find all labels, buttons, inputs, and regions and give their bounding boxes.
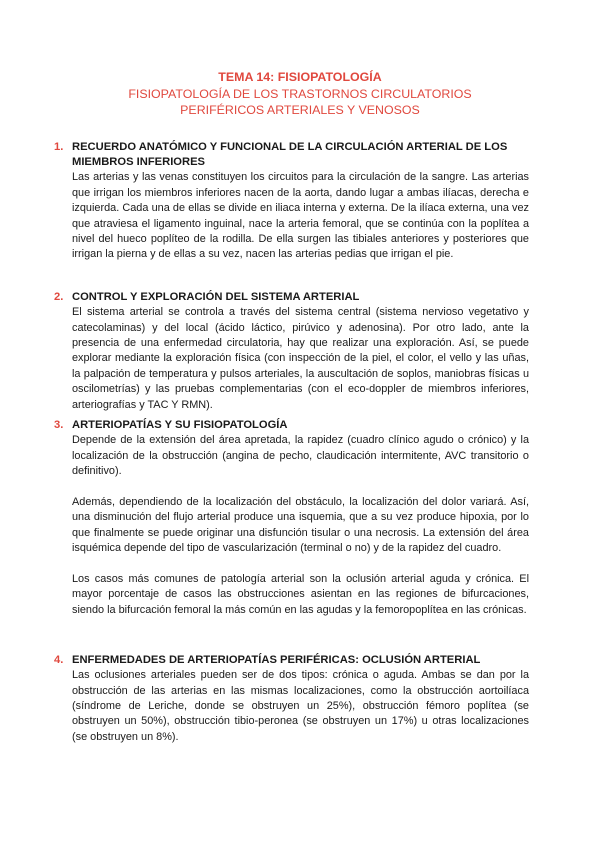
section-paragraph: Las arterias y las venas constituyen los circuitos para la circulación de la sangre. Las arterias que irrigan los miembros inferiores nacen de la aorta, dando lugar a ambas ilíacas, derecha e izquierda. Cada una de ellas se divide en iliaca interna y externa. De la ilíaca externa, una vez que atraviesa el ligamento inguinal, nace la arteria femoral, que se continúa con la poplítea a nivel del hueco poplíteo de la rodilla. De ella surgen las tibiales anteriores y posteriores que irrigan la pierna y de ellas a su vez, nacen las arterias pedias que irrigan el pie.	[72, 171, 529, 261]
section-title: RECUERDO ANATÓMICO Y FUNCIONAL DE LA CIRCULACIÓN ARTERIAL DE LOS MIEMBROS INFERIORES	[72, 141, 508, 169]
section-title: ENFERMEDADES DE ARTERIOPATÍAS PERIFÉRICAS: OCLUSIÓN ARTERIAL	[72, 654, 481, 666]
section-paragraph: Además, dependiendo de la localización del obstáculo, la localización del dolor variará. Así, una disminución del flujo arterial produce una isquemia, que a su vez produce hipoxia, por lo que finalmente se puede originar una disfunción tisular o una necrosis. La extensión del área isquémica depende del tipo de vascularización (terminal o no) y de la rapidez del cuadro.	[72, 495, 529, 555]
section-title: ARTERIOPATÍAS Y SU FISIOPATOLOGÍA	[72, 419, 288, 431]
document-subtitle-line-2: PERIFÉRICOS ARTERIALES Y VENOSOS	[180, 103, 420, 117]
section-number: 3.	[54, 419, 64, 431]
section-number: 2.	[54, 291, 64, 303]
section-number: 1.	[54, 141, 64, 153]
section-heading	[54, 290, 529, 305]
section-3	[54, 418, 529, 618]
section-heading	[54, 140, 529, 170]
section-heading	[54, 653, 529, 668]
section-4	[54, 653, 529, 745]
section-paragraph: Las oclusiones arteriales pueden ser de dos tipos: crónica o aguda. Ambas se dan por la obstrucción de las arterias en las mismas localizaciones, como la obstrucción aortoilíaca (síndrome de Leriche, donde se obstruyen un 25%), obstrucción fémoro poplítea (se obstruyen un 50%), obstrucción tibio-peronea (se obstruyen un 17%) u otras localizaciones (se obstruyen un 8%).	[72, 669, 529, 743]
section-paragraph: El sistema arterial se controla a través del sistema central (sistema nervioso vegetativo y catecolaminas) y del local (ácido láctico, pirúvico y adenosina). Por otro lado, ante la presencia de una enfermedad circulatoria, hay que realizar una exploración. Así, se puede explorar mediante la exploración física (con inspección de la piel, el color, el vello y las uñas, la palpación de temperatura y pulsos arteriales, la auscultación de soplos, maniobras físicas u oscilometrías) y las pruebas complementarias (con el eco-doppler de miembros inferiores, arteriografías y TAC Y RMN).	[72, 306, 529, 411]
document-subtitle-line-1: FISIOPATOLOGÍA DE LOS TRASTORNOS CIRCULATORIOS	[128, 86, 472, 101]
section-number: 4.	[54, 654, 64, 666]
section-2	[54, 290, 529, 413]
section-heading	[54, 418, 529, 433]
topic-title: TEMA 14: FISIOPATOLOGÍA	[218, 70, 382, 84]
section-paragraph: Los casos más comunes de patología arterial son la oclusión arterial aguda y crónica. El mayor porcentaje de casos las obstrucciones asientan en las regiones de bifurcaciones, siendo la bifurcación femoral la más común en las agudas y la femoropoplítea en las crónicas.	[72, 572, 529, 616]
section-title: CONTROL Y EXPLORACIÓN DEL SISTEMA ARTERIAL	[72, 291, 360, 303]
section-1	[54, 140, 529, 263]
section-paragraph: Depende de la extensión del área apretada, la rapidez (cuadro clínico agudo o crónico) y la localización de la obstrucción (angina de pecho, claudicación intermitente, AVC transitorio o definitivo).	[72, 434, 529, 478]
document-header	[0, 69, 600, 119]
